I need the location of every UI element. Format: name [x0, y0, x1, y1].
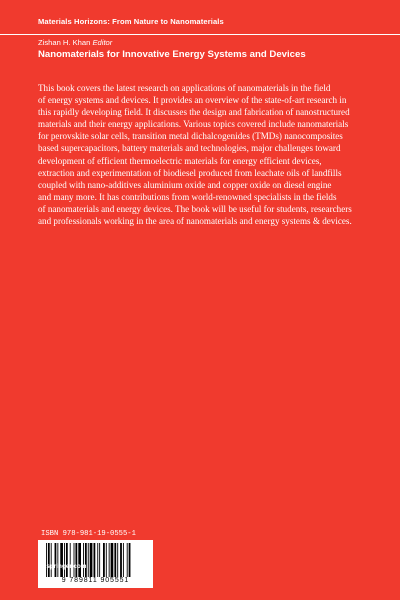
editor-line	[38, 38, 112, 47]
barcode-bar	[120, 543, 122, 577]
barcode-bar	[46, 543, 47, 577]
barcode-bar	[48, 543, 50, 577]
barcode-bar	[64, 543, 65, 577]
description-line: and professionals working in the area of nanomaterials and energy systems & devices.	[38, 216, 352, 227]
barcode-bar	[83, 543, 84, 577]
barcode-bar	[66, 543, 68, 577]
book-description	[38, 82, 364, 227]
barcode-bar	[99, 543, 100, 577]
header-rule	[0, 34, 400, 35]
barcode-bars	[46, 543, 146, 577]
website-text: springer.com	[46, 563, 87, 570]
barcode-bar	[75, 543, 77, 577]
barcode-bar	[127, 543, 128, 577]
description-line: of energy systems and devices. It provides an overview of the state-of-art research in	[38, 95, 347, 106]
barcode-bar	[51, 543, 52, 577]
barcode-bar	[106, 543, 107, 577]
barcode-bar	[85, 543, 87, 577]
description-line: coupled with nano-additives aluminium oxide and copper oxide on diesel engine	[38, 179, 332, 190]
barcode-bar	[74, 543, 75, 577]
description-line: and many more. It has contributions from world-renowned specialists in the fields	[38, 191, 337, 202]
barcode-bar	[60, 543, 63, 577]
barcode-digits: 9 789811 905551	[61, 577, 130, 584]
barcode-bar	[55, 543, 57, 577]
barcode-bar	[90, 543, 93, 577]
isbn-label: ISBN 978-981-19-0555-1	[41, 530, 136, 538]
description-line: extraction and experimentation of biodiesel produced from leachate oils of landfills	[38, 167, 342, 178]
barcode-bar	[123, 543, 124, 577]
barcode-bar	[88, 543, 89, 577]
barcode-bar	[109, 543, 110, 577]
description-line: based supercapacitors, battery materials and technologies, major challenges toward	[38, 143, 341, 154]
arrow-icon: ►	[38, 564, 44, 570]
series-name: Materials Horizons: From Nature to Nanomaterials	[38, 17, 224, 26]
barcode-bar	[103, 543, 105, 577]
barcode-bar	[94, 543, 96, 577]
description-line: for perovskite solar cells, transition metal dichalcogenides (TMDs) nanocomposites	[38, 131, 343, 142]
description-line: this rapidly developing field. It discusses the design and fabrication of nanostructured	[38, 107, 350, 118]
barcode-bar	[129, 543, 131, 577]
barcode-bar	[97, 543, 98, 577]
barcode-bar	[70, 543, 71, 577]
description-line: materials and their energy applications. Various topics covered include nanomaterials	[38, 119, 349, 130]
book-title: Nanomaterials for Innovative Energy Systems and Devices	[38, 49, 306, 60]
barcode-bar	[57, 543, 58, 577]
barcode-bar	[78, 543, 81, 577]
publisher-website	[38, 563, 86, 570]
barcode-bar	[114, 543, 116, 577]
barcode-bar	[111, 543, 114, 577]
description-line: development of efficient thermoelectric materials for energy efficient devices,	[38, 155, 322, 166]
barcode-bar	[117, 543, 118, 577]
editor-role: Editor	[92, 38, 113, 47]
description-line: This book covers the latest research on applications of nanomaterials in the field	[38, 83, 331, 93]
editor-name: Zishan H. Khan	[38, 38, 91, 47]
description-line: of nanomaterials and energy devices. The book will be useful for students, researchers	[38, 203, 352, 214]
